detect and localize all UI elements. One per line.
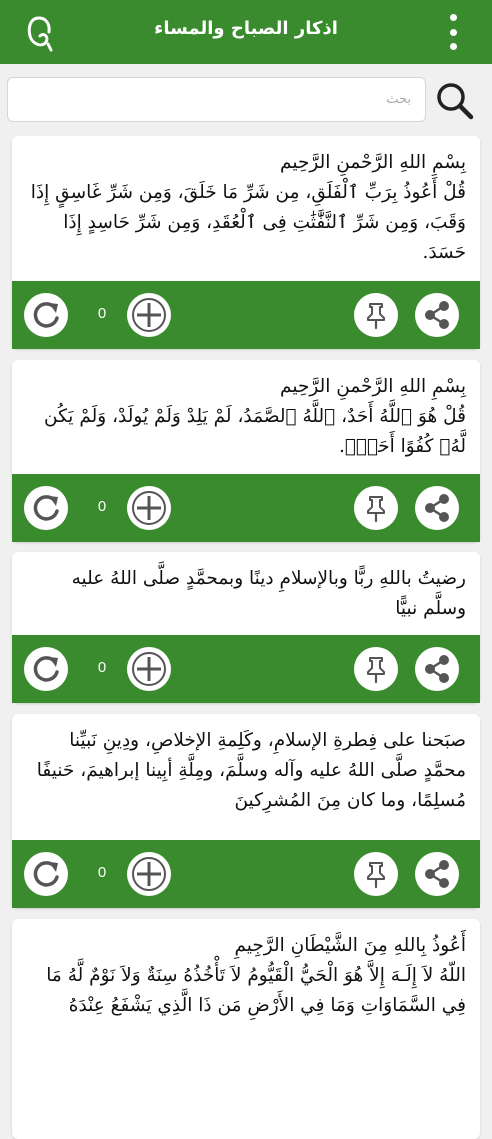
increment-button[interactable] bbox=[127, 293, 171, 337]
zikr-text: أَعُوذُ بِاللهِ مِنَ الشَّيْطَانِ الرَّجِيمِ اللّهُ لاَ إِلَـهَ إِلاَّ هُوَ الْحَيُّ الْقَيُّومُ لاَ تَأْخُذُهُ سِنَةٌ وَلاَ نَوْمٌ لَّهُ مَا فِي السَّمَاوَاتِ وَمَا فِي الأَرْضِ مَن ذَا الَّذِي يَشْفَعُ عِنْدَهُ bbox=[46, 935, 466, 1016]
repeat-counter: 0 bbox=[97, 659, 107, 676]
increment-button[interactable] bbox=[127, 647, 171, 691]
pin-icon bbox=[361, 493, 391, 523]
search-input[interactable] bbox=[8, 78, 425, 121]
card-action-bar bbox=[12, 474, 480, 542]
refresh-icon bbox=[29, 491, 63, 525]
share-button[interactable] bbox=[415, 293, 459, 337]
pin-button[interactable] bbox=[354, 293, 398, 337]
increment-button[interactable] bbox=[127, 486, 171, 530]
search-bar bbox=[0, 64, 492, 134]
share-button[interactable] bbox=[415, 852, 459, 896]
search-icon[interactable] bbox=[435, 81, 475, 121]
share-icon bbox=[421, 492, 453, 524]
share-button[interactable] bbox=[415, 486, 459, 530]
reset-button[interactable] bbox=[24, 647, 68, 691]
zikr-card bbox=[12, 919, 480, 1139]
zikr-card bbox=[12, 552, 480, 703]
repeat-counter: 0 bbox=[97, 305, 107, 322]
reset-button[interactable] bbox=[24, 486, 68, 530]
reset-button[interactable] bbox=[24, 852, 68, 896]
plus-icon bbox=[131, 297, 167, 333]
plus-icon bbox=[131, 490, 167, 526]
share-button[interactable] bbox=[415, 647, 459, 691]
pin-button[interactable] bbox=[354, 852, 398, 896]
card-action-bar bbox=[12, 281, 480, 349]
card-action-bar bbox=[12, 840, 480, 908]
plus-icon bbox=[131, 856, 167, 892]
pin-icon bbox=[361, 654, 391, 684]
refresh-icon bbox=[29, 298, 63, 332]
zikr-text: صبَحنا على فِطرةِ الإسلامِ، وكَلِمةِ الإخلاصِ، ودِينِ نَبيِّنا محمَّدٍ صلَّى اللهُ عليه وآله وسلَّمَ، ومِلَّةِ أبِينا إبراهيمَ، حَنيفًا مُسلِمًا، وما كان مِنَ المُشرِكينَ bbox=[36, 730, 466, 811]
repeat-counter: 0 bbox=[97, 864, 107, 881]
pin-icon bbox=[361, 859, 391, 889]
zikr-text: بِسْمِ اللهِ الرَّحْمنِ الرَّحِيم قُلْ أَعُوذُ بِرَبِّ ٱلْفَلَقِ، مِن شَرِّ مَا خَلَقَ، وَمِن شَرِّ غَاسِقٍ إِذَا وَقَبَ، وَمِن شَرِّ ٱلنَّفَّٰثَٰتِ فِى ٱلْعُقَدِ، وَمِن شَرِّ حَاسِدٍ إِذَا حَسَدَ. bbox=[30, 152, 466, 263]
repeat-counter: 0 bbox=[97, 498, 107, 515]
plus-icon bbox=[131, 651, 167, 687]
more-vert-icon[interactable] bbox=[443, 14, 463, 50]
share-icon bbox=[421, 653, 453, 685]
refresh-icon bbox=[29, 857, 63, 891]
zikr-card bbox=[12, 136, 480, 349]
zikr-card bbox=[12, 714, 480, 908]
pin-button[interactable] bbox=[354, 486, 398, 530]
refresh-icon bbox=[29, 652, 63, 686]
card-action-bar bbox=[12, 635, 480, 703]
zikr-text: بِسْمِ اللهِ الرَّحْمنِ الرَّحِيم قُلْ هُوَ ٱللَّهُ أَحَدٌ، ٱللَّهُ ٱلصَّمَدُ، لَمْ يَلِدْ وَلَمْ يُولَدْ، وَلَمْ يَكُن لَّهُۥ كُفُوًا أَحَدٌۢ. bbox=[43, 376, 466, 457]
share-icon bbox=[421, 299, 453, 331]
reset-button[interactable] bbox=[24, 293, 68, 337]
search-box bbox=[7, 77, 426, 122]
zikr-card bbox=[12, 360, 480, 542]
zikr-text: رضيتُ باللهِ ربًّا وبالإسلامِ دينًا وبمحمَّدٍ صلَّى اللهُ عليه وسلَّم نبيًّا bbox=[71, 568, 466, 619]
pin-icon bbox=[361, 300, 391, 330]
share-icon bbox=[421, 858, 453, 890]
app-bar bbox=[0, 0, 492, 64]
app-title: اذكار الصباح والمساء bbox=[154, 18, 338, 39]
pin-button[interactable] bbox=[354, 647, 398, 691]
increment-button[interactable] bbox=[127, 852, 171, 896]
